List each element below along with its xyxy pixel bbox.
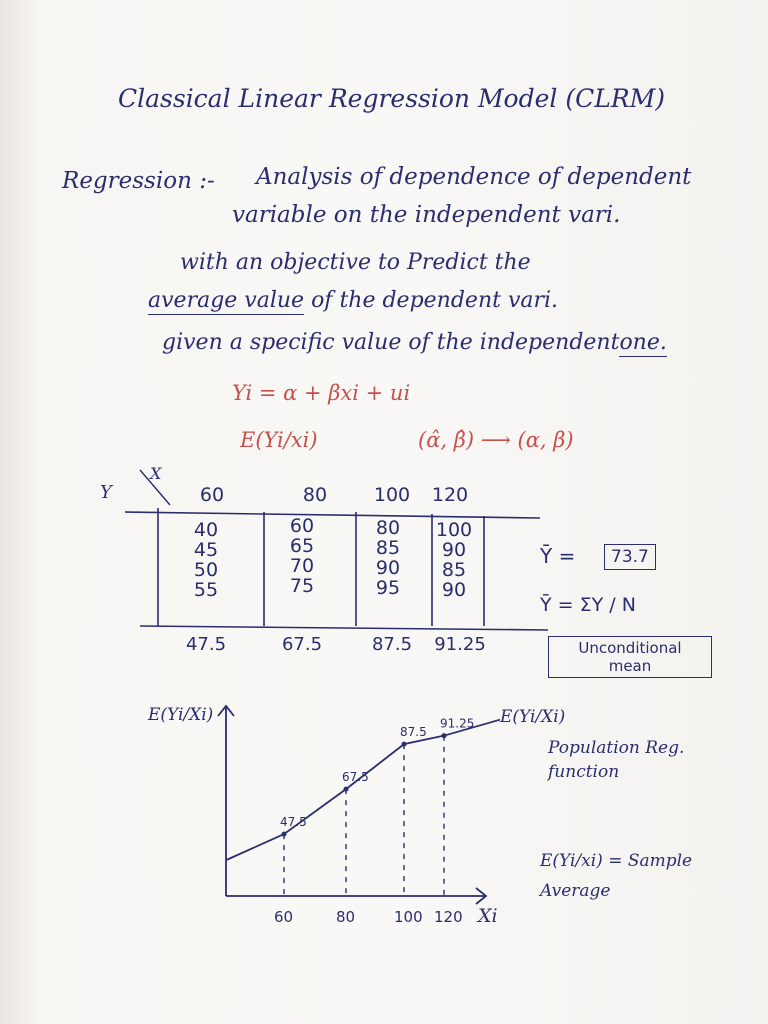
table-cell: 60	[289, 515, 315, 537]
definition-line-1: Analysis of dependence of dependent	[256, 164, 692, 190]
table-cell: 55	[193, 579, 219, 601]
table-bottom-line	[140, 626, 548, 630]
column-mean-60: 47.5	[185, 634, 227, 655]
point-label: 47.5	[280, 815, 307, 830]
table-cell: 70	[289, 555, 315, 577]
x-axis-label: Xi	[478, 905, 498, 927]
table-cell: 50	[193, 559, 219, 581]
definition-line-4-rest: of the dependent vari.	[311, 288, 559, 313]
page-title: Classical Linear Regression Model (CLRM)	[118, 84, 665, 113]
regression-label: Regression :-	[62, 168, 215, 194]
point-label: 67.5	[342, 770, 369, 785]
table-cell: 90	[441, 579, 467, 601]
table-cell: 90	[441, 539, 467, 561]
x-tick-label: 60	[274, 908, 294, 926]
ybar-formula: Ȳ = ΣY / N	[540, 594, 636, 616]
x-tick-label: 100	[394, 908, 423, 926]
x-value-100: 100	[373, 484, 411, 506]
column-mean-80: 67.5	[281, 634, 323, 655]
table-cell: 90	[375, 557, 401, 579]
point-label: 91.25	[440, 716, 475, 731]
table-cell: 85	[375, 537, 401, 559]
data-point	[282, 832, 287, 837]
definition-line-5-end: one.	[619, 330, 667, 355]
regression-line	[226, 720, 500, 860]
x-tick-label: 120	[434, 908, 463, 926]
line-label: E(Yi/Xi)	[500, 707, 566, 727]
definition-line-2: variable on the independent vari.	[232, 202, 621, 228]
table-cell: 40	[193, 519, 219, 541]
unconditional-mean-note: Unconditional mean	[548, 636, 712, 678]
table-cell: 95	[375, 577, 401, 599]
x-value-80: 80	[302, 484, 328, 506]
table-cell: 75	[289, 575, 315, 597]
x-tick-label: 80	[336, 908, 356, 926]
population-reg-function-note: Population Reg. function	[548, 738, 685, 782]
average-value-underlined: average value	[148, 288, 305, 313]
ybar-label: Ȳ =	[540, 544, 576, 568]
ybar-value: 73.7	[604, 544, 656, 570]
expectation-equation: E(Yi/xi)	[240, 428, 318, 452]
estimate-equation: (α̂, β̂) ⟶ (α, β)	[418, 428, 574, 452]
data-point	[344, 787, 349, 792]
definition-line-3: with an objective to Predict the	[180, 250, 531, 275]
regression-chart	[147, 705, 565, 927]
definition-line-5-start: given a specific value of the independent	[162, 330, 620, 355]
table-corner-x: X	[150, 464, 162, 483]
model-equation: Yi = α + βxi + ui	[232, 381, 411, 405]
y-axis-label: E(Yi/Xi)	[148, 705, 214, 725]
table-cell: 100	[435, 519, 473, 541]
table-cell: 80	[375, 517, 401, 539]
table-cell: 65	[289, 535, 315, 557]
data-point	[402, 742, 407, 747]
table-top-line	[125, 512, 540, 518]
x-value-120: 120	[431, 484, 469, 506]
data-point	[442, 733, 447, 738]
point-label: 87.5	[400, 725, 427, 740]
table-cell: 45	[193, 539, 219, 561]
column-mean-120: 91.25	[434, 634, 486, 655]
table-corner-diagonal	[140, 470, 170, 505]
sample-average-note: E(Yi/xi) = Sample Average	[540, 851, 693, 901]
table-cell: 85	[441, 559, 467, 581]
table-corner-y: Y	[100, 482, 112, 503]
x-value-60: 60	[199, 484, 225, 506]
column-mean-100: 87.5	[371, 634, 413, 655]
